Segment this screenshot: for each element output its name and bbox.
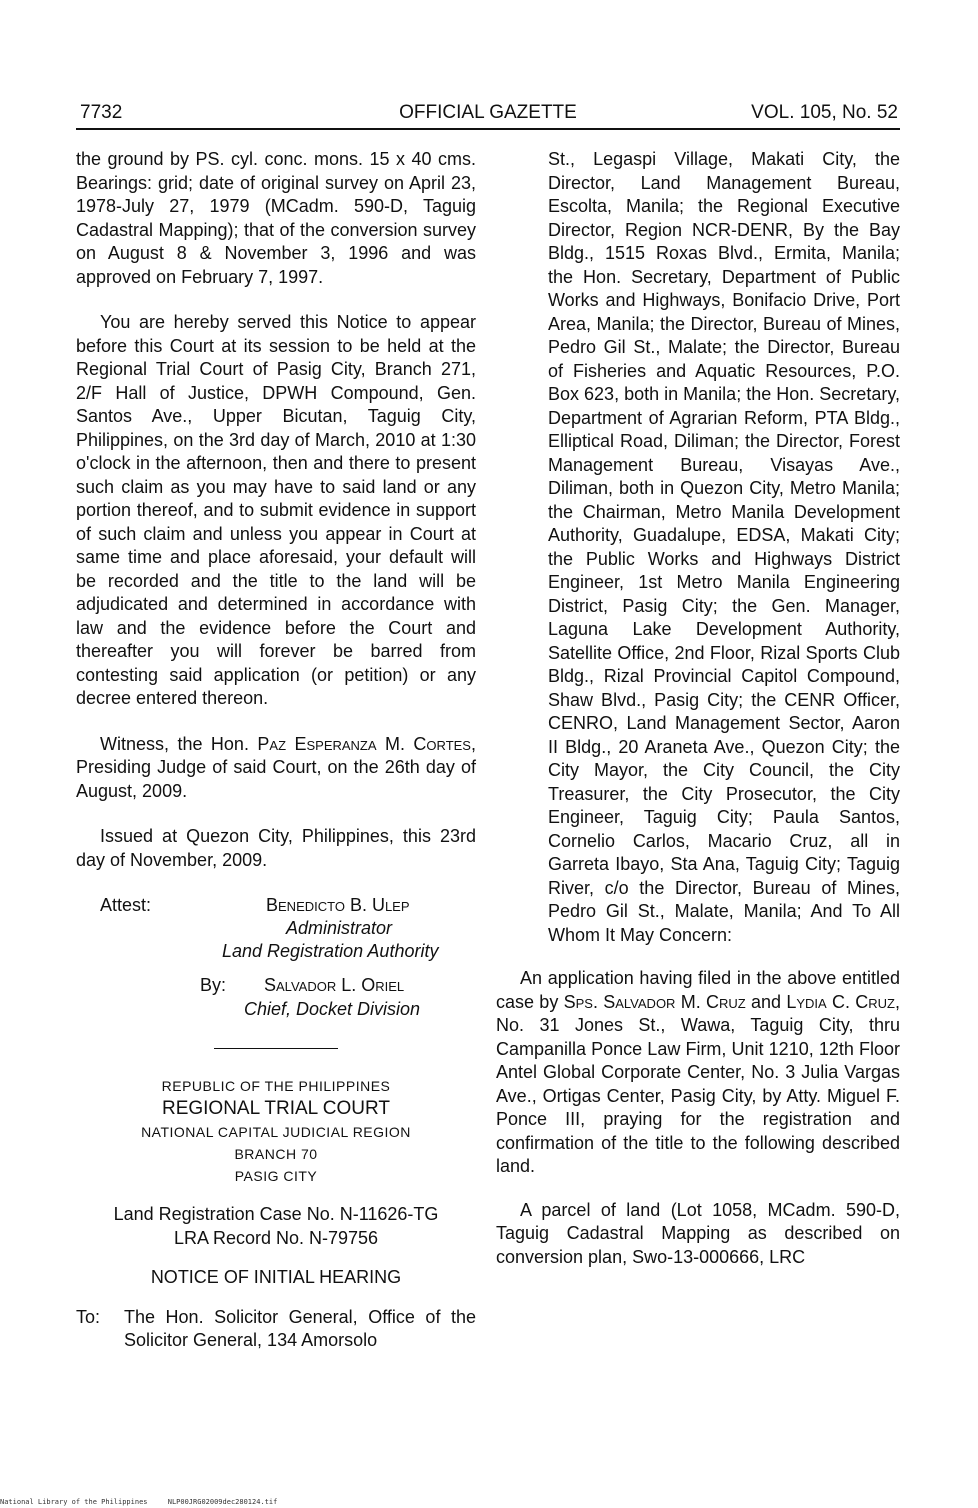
applicant-name-1: Sps. Salvador M. Cruz [563, 991, 746, 1012]
parcel-paragraph: A parcel of land (Lot 1058, MCadm. 590-D, Taguig Cadastral Mapping as described on conversion plan, Swo-13-000666, LRC [496, 1199, 900, 1267]
to-recipients: The Hon. Solicitor General, Office of the Solicitor General, 134 Amorsolo [124, 1306, 476, 1350]
notice-paragraph: You are hereby served this Notice to appear before this Court at its session to be held at the Regional Trial Court of Pasig City, Branch 271, 2/F Hall of Justice, DPWH Compound, Gen. Santos Ave., Upper Bicutan, Taguig City, Philippines, on the 3rd day of March, 2010 at 1:30 o'clock in the afternoon, then and there to present such claim as you may have to said land or any portion thereof, and to submit evidence in support of such claim and unless you appear in Court at same time and place aforesaid, your default will be recorded and the title to the land will be adjudicated and determined in accordance with law and the evidence before the Court and thereafter you will forever be barred from contesting said application (or petition) or any decree entered thereon. [76, 312, 476, 708]
by-name: Salvador L. Oriel [264, 975, 405, 995]
witness-prefix: Witness, the Hon. [100, 733, 258, 754]
attest-block [76, 894, 476, 961]
right-column [496, 148, 900, 1269]
court-line-region: NATIONAL CAPITAL JUDICIAL REGION [141, 1124, 411, 1140]
attest-name: Benedicto B. Ulep [266, 895, 410, 915]
to-label: To: [76, 1306, 101, 1327]
lra-record-number: LRA Record No. N-79756 [173, 1227, 379, 1248]
application-paragraph [496, 967, 900, 1179]
scan-footer [0, 1498, 293, 1506]
by-label: By: [200, 975, 227, 995]
scan-filename: NLP00JRG02009dec280124.tif [167, 1498, 278, 1506]
applicant-name-2: Lydia C. Cruz [786, 991, 895, 1012]
application-prefix: An application having filed in the above entitled case by [496, 968, 900, 1012]
to-block [76, 1306, 476, 1353]
page-number: 7732 [80, 102, 123, 123]
court-line-city: PASIG CITY [234, 1168, 318, 1184]
library-credit: National Library of the Philippines [0, 1498, 148, 1506]
court-line-rtc: REGIONAL TRIAL COURT [161, 1098, 391, 1119]
by-title: Chief, Docket Division [244, 999, 421, 1019]
by-block [76, 974, 476, 1022]
survey-paragraph: the ground by PS. cyl. conc. mons. 15 x 40 cms. Bearings: grid; date of original survey on April 23, 1978-July 27, 1979 (MCadm. 590-D, Taguig Cadastral Mapping); that of the conversion survey on August 8 & November 3, 1996 and was approved on February 7, 1997. [76, 149, 476, 287]
page-header [76, 100, 900, 130]
court-line-republic: REPUBLIC OF THE PHILIPPINES [161, 1078, 391, 1094]
application-and: and [745, 991, 787, 1012]
issued-paragraph: Issued at Quezon City, Philippines, this 23rd day of November, 2009. [76, 826, 476, 870]
attest-label: Attest: [100, 895, 152, 915]
recipients-paragraph: St., Legaspi Village, Makati City, the Director, Land Management Bureau, Escolta, Manila; the Regional Executive Director, Region NCR-DENR, By the Bay Bldg., 1515 Roxas Blvd., Ermita, Manila; the Hon. Secretary, Department of Public Works and Highways, Bonifacio Drive, Port Area, Manila; the Director, Bureau of Mines, Pedro Gil St., Malate; the Director, Bureau of Fisheries and Aquatic Resources, P.O. Box 623, both in Manila; the Hon. Secretary, Department of Agrarian Reform, PTA Bldg., Elliptical Road, Diliman; the Director, Forest Management Bureau, Visayas Ave., Diliman, both in Quezon City, Metro Manila; the Chairman, Metro Manila Development Authority, Guadalupe, EDSA, Makati City; the Public Works and Highways District Engineer, 1st Metro Manila Engineering District, Pasig City; the Gen. Manager, Laguna Lake Development Authority, Satellite Office, 2nd Floor, Rizal Sports Club Bldg., Rizal Provincial Capitol Compound, Shaw Blvd., Pasig City; the CENR Officer, CENRO, Land Management Sector, Aaron II Bldg., 20 Araneta Ave., Quezon City; the City Mayor, the City Council, the City Treasurer, the City Prosecutor, the City Engineer, Taguig City; Paula Santos, Cornelio Carlos, Macario Cruz, all in Garreta Ibayo, Sta Ana, Taguig City; Taguig River, c/o the Director, Bureau of Mines, Pedro Gil St., Malate, Manila; And To All Whom It May Concern: [548, 149, 900, 945]
application-suffix: , No. 31 Jones St., Wawa, Taguig City, thru Campanilla Ponce Law Firm, Unit 1210, 12th Floor Antel Global Corporate Center, No. 3 Julia Vargas Ave., Ortigas Center, Pasig City, by Atty. Miguel F. Ponce III, praying for the registration and confirmation of the title to the following described land. [496, 991, 900, 1176]
publication-title: OFFICIAL GAZETTE [399, 102, 577, 123]
attest-agency: Land Registration Authority [222, 941, 439, 961]
witness-paragraph [76, 733, 476, 804]
volume-number: VOL. 105, No. 52 [751, 102, 898, 123]
left-column [76, 148, 476, 1353]
case-number: Land Registration Case No. N-11626-TG [113, 1204, 439, 1224]
attest-title: Administrator [286, 918, 393, 938]
judge-name: Paz Esperanza M. Cortes [257, 733, 471, 754]
witness-suffix: , Presiding Judge of said Court, on the 26th day of August, 2009. [76, 733, 476, 801]
court-line-branch: BRANCH 70 [234, 1146, 318, 1162]
notice-title: NOTICE OF INITIAL HEARING [150, 1267, 402, 1287]
